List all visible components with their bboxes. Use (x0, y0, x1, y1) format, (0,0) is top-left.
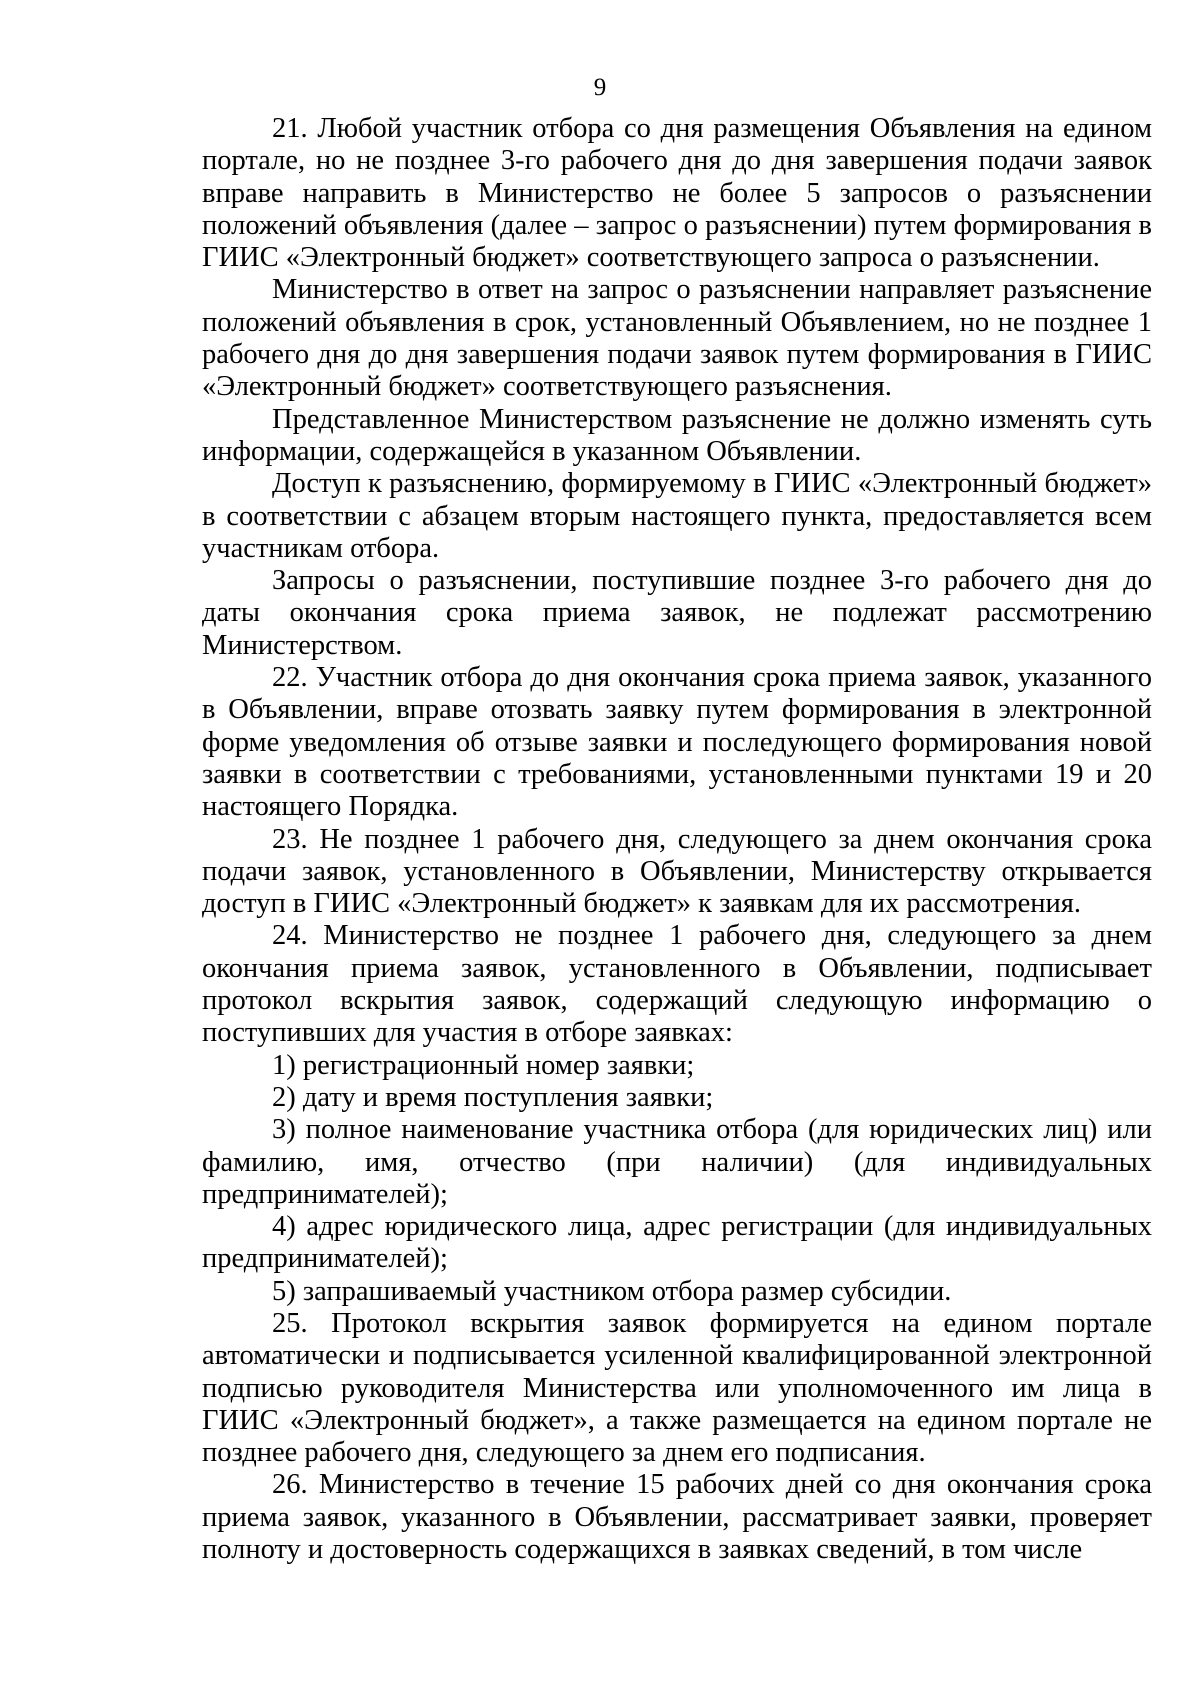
paragraph-26: 26. Министерство в течение 15 рабочих дней со дня окончания срока приема заявок, указанного в Объявлении, рассматривает заявки, проверяет полноту и достоверность содержащихся в заявках сведений, в том числе (202, 1469, 1152, 1566)
list-item-5: 5) запрашиваемый участником отбора размер субсидии. (272, 1275, 952, 1307)
paragraph-25: 25. Протокол вскрытия заявок формируется на едином портале автоматически и подписывается усиленной квалифицированной электронной подписью руководителя Министерства или уполномоченного им лица в ГИИС «Электронный бюджет», а также размещается на едином портале не позднее рабочего дня, следующего за днем его подписания. (202, 1307, 1152, 1469)
paragraph-21: 21. Любой участник отбора со дня размещения Объявления на едином портале, но не позднее 3-го рабочего дня до дня завершения подачи заявок вправе направить в Министерство не более 5 запросов о разъяснении положений объявления (далее – запрос о разъяснении) путем формирования в ГИИС «Электронный бюджет» соответствующего запроса о разъяснении. (202, 113, 1152, 274)
paragraph-21-clarification-response: Министерство в ответ на запрос о разъяснении направляет разъяснение положений объявления в срок, установленный Объявлением, но не позднее 1 рабочего дня до дня завершения подачи заявок путем формирования в ГИИС «Электронный бюджет» соответствующего разъяснения. (202, 274, 1152, 403)
list-item-3: 3) полное наименование участника отбора (для юридических лиц) или фамилию, имя, отчество (при наличии) (для индивидуальных предпринимателей); (202, 1114, 1152, 1210)
paragraph-23: 23. Не позднее 1 рабочего дня, следующего за днем окончания срока подачи заявок, установленного в Объявлении, Министерству открывается доступ в ГИИС «Электронный бюджет» к заявкам для их рассмотрения. (202, 823, 1152, 920)
page-number: 9 (593, 74, 607, 101)
paragraph-21-late-requests: Запросы о разъяснении, поступившие позднее 3-го рабочего дня до даты окончания срока приема заявок, не подлежат рассмотрению Министерством. (202, 565, 1152, 661)
paragraph-21-clarification-access: Доступ к разъяснению, формируемому в ГИИС «Электронный бюджет» в соответствии с абзацем вторым настоящего пункта, предоставляется всем участникам отбора. (202, 468, 1152, 564)
paragraph-21-clarification-scope: Представленное Министерством разъяснение не должно изменять суть информации, содержащейся в указанном Объявлении. (202, 403, 1152, 467)
paragraph-22: 22. Участник отбора до дня окончания срока приема заявок, указанного в Объявлении, вправе отозвать заявку путем формирования в электронной форме уведомления об отзыве заявки и последующего формирования новой заявки в соответствии с требованиями, установленными пунктами 19 и 20 настоящего Порядка. (202, 662, 1152, 823)
list-item-1: 1) регистрационный номер заявки; (272, 1049, 695, 1081)
paragraph-24: 24. Министерство не позднее 1 рабочего дня, следующего за днем окончания приема заявок, установленного в Объявлении, подписывает протокол вскрытия заявок, содержащий следующую информацию о поступивших для участия в отборе заявках: (202, 920, 1152, 1049)
list-item-2: 2) дату и время поступления заявки; (272, 1081, 714, 1113)
document-body (202, 113, 1152, 1566)
list-item-4: 4) адрес юридического лица, адрес регистрации (для индивидуальных предпринимателей); (202, 1211, 1152, 1275)
